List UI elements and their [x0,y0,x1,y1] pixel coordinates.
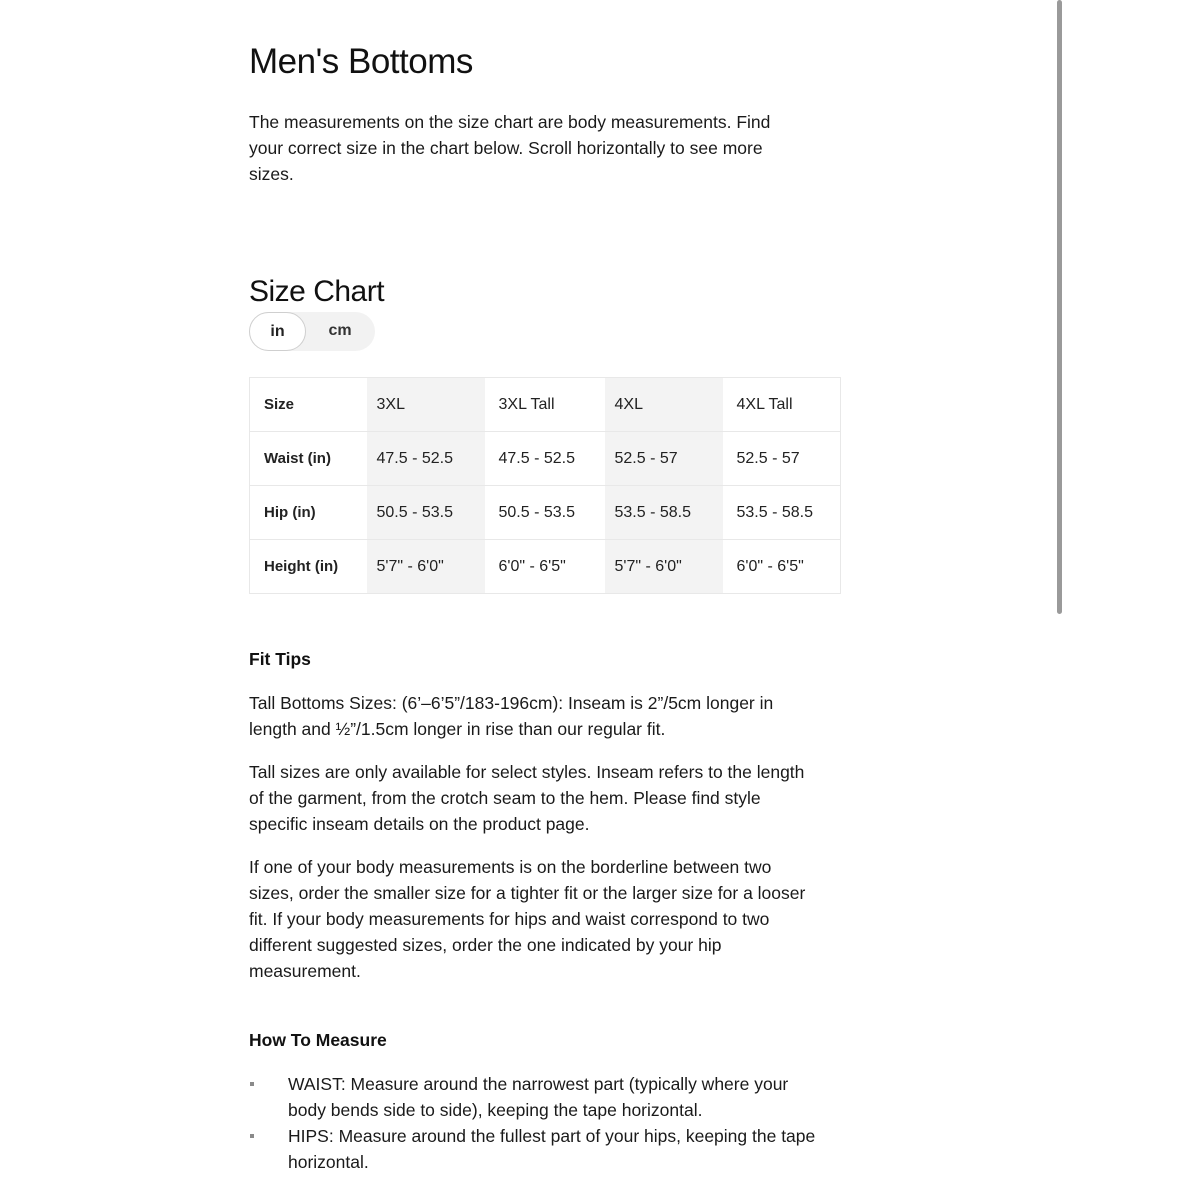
table-cell: 53.5 - 58.5 [723,486,841,540]
intro-text: The measurements on the size chart are body measurements. Find your correct size in the chart below. Scroll horizontally to see more sizes. [249,112,771,184]
size-header-cell: 3XL [367,378,485,432]
fit-tip-paragraph: Tall sizes are only available for select styles. Inseam refers to the length of the garment, from the crotch seam to the hem. Please find style specific inseam details on the product page. [249,762,805,834]
unit-toggle [249,312,375,351]
unit-in-button[interactable]: in [249,312,306,351]
table-cell: 50.5 - 53.5 [485,486,605,540]
bullet-icon [250,1082,254,1086]
fit-tip-paragraph: Tall Bottoms Sizes: (6’–6’5”/183-196cm): Inseam is 2”/5cm longer in length and ½”/1.5cm longer in rise than our regular fit. [249,693,774,739]
table-header-row [250,378,841,432]
bullet-icon [250,1134,254,1138]
how-to-measure-heading: How To Measure [249,1030,387,1050]
list-item [249,1123,829,1175]
table-cell: 6'0" - 6'5" [485,540,605,594]
table-cell: 5'7" - 6'0" [605,540,723,594]
table-cell: 6'0" - 6'5" [723,540,841,594]
table-cell: 5'7" - 6'0" [367,540,485,594]
table-cell: 52.5 - 57 [605,432,723,486]
table-cell: 47.5 - 52.5 [367,432,485,486]
measure-item-text: WAIST: Measure around the narrowest part (typically where your body bends side to side), keeping the tape horizontal. [288,1074,789,1120]
page-title: Men's Bottoms [249,42,473,81]
table-row [250,486,841,540]
measure-list [249,1071,829,1175]
measure-item-text: HIPS: Measure around the fullest part of your hips, keeping the tape horizontal. [288,1126,816,1172]
unit-cm-button[interactable]: cm [328,322,352,339]
size-chart-table[interactable] [249,377,841,594]
table-cell: 52.5 - 57 [723,432,841,486]
size-header-cell: 4XL [605,378,723,432]
vertical-scrollbar[interactable] [1057,0,1062,614]
table-row [250,540,841,594]
row-label-height: Height (in) [250,540,367,594]
size-chart-title: Size Chart [249,275,385,308]
fit-tip-paragraph: If one of your body measurements is on the borderline between two sizes, order the smaller size for a tighter fit or the larger size for a looser fit. If your body measurements for hips and waist correspond to two different suggested sizes, order the one indicated by your hip measurement. [249,857,806,981]
list-item [249,1071,829,1123]
table-cell: 47.5 - 52.5 [485,432,605,486]
table-cell: 50.5 - 53.5 [367,486,485,540]
size-header-label: Size [250,378,367,432]
fit-tips-heading: Fit Tips [249,649,311,669]
table-row [250,432,841,486]
size-header-cell: 4XL Tall [723,378,841,432]
size-header-cell: 3XL Tall [485,378,605,432]
row-label-hip: Hip (in) [250,486,367,540]
table-cell: 53.5 - 58.5 [605,486,723,540]
row-label-waist: Waist (in) [250,432,367,486]
